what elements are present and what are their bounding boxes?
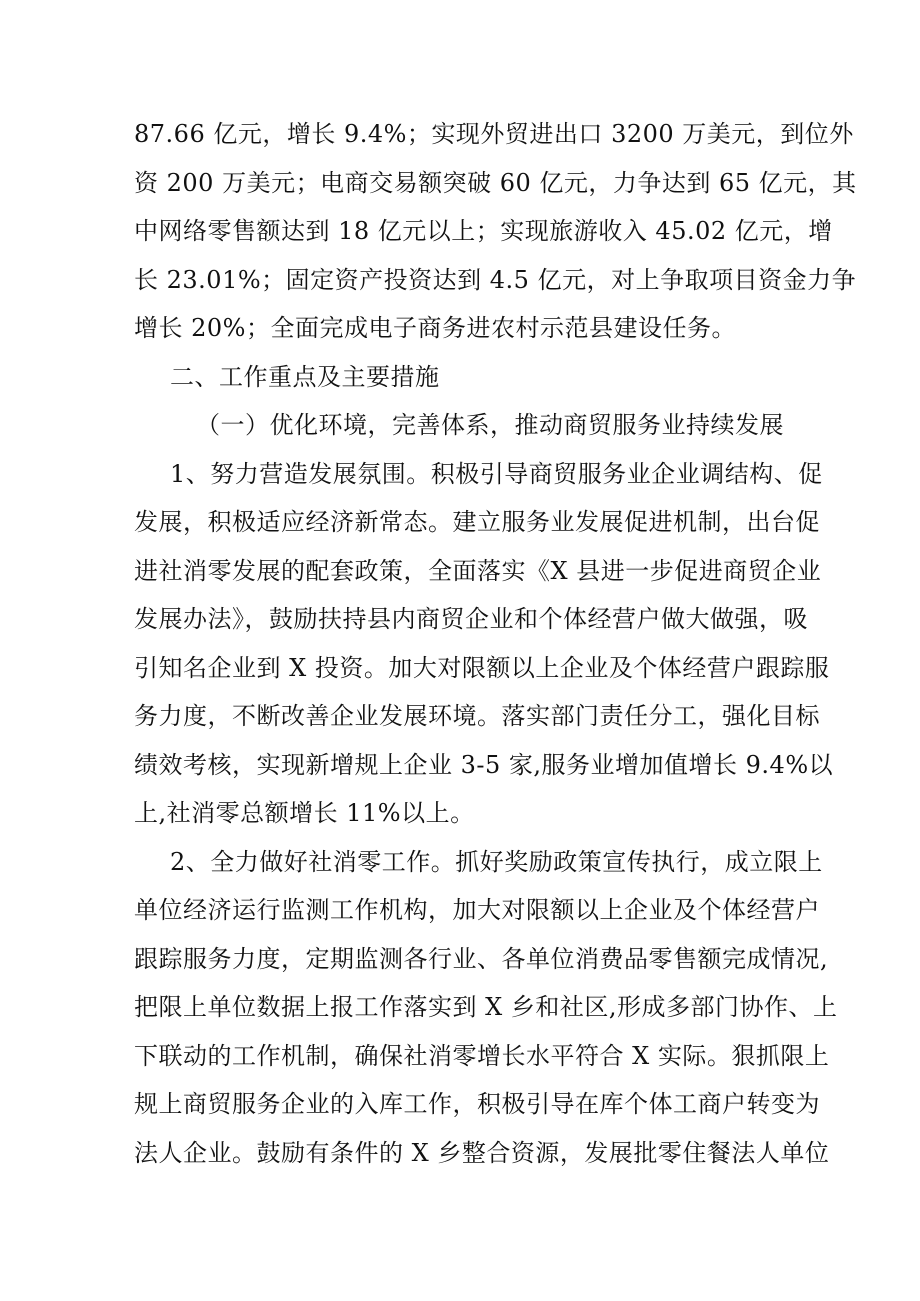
body-text-line: 务力度，不断改善企业发展环境。落实部门责任分工，强化目标 [134, 702, 820, 730]
body-text-line: 绩效考核，实现新增规上企业 3-5 家,服务业增加值增长 9.4%以 [134, 751, 834, 779]
body-text-line: 进社消零发展的配套政策，全面落实《X 县进一步促进商贸企业 [134, 557, 822, 585]
paragraph-first-line: 2、全力做好社消零工作。抓好奖励政策宣传执行，成立限上 [170, 848, 823, 876]
subsection-heading: （一）优化环境，完善体系，推动商贸服务业持续发展 [196, 411, 784, 439]
body-text-line: 法人企业。鼓励有条件的 X 乡整合资源，发展批零住餐法人单位 [134, 1139, 830, 1167]
body-text-line: 下联动的工作机制，确保社消零增长水平符合 X 实际。狠抓限上 [134, 1042, 830, 1070]
body-text-line: 长 23.01%；固定资产投资达到 4.5 亿元，对上争取项目资金力争 [134, 266, 857, 294]
body-text-line: 中网络零售额达到 18 亿元以上；实现旅游收入 45.02 亿元，增 [134, 217, 833, 245]
body-text-line: 单位经济运行监测工作机构，加大对限额以上企业及个体经营户 [134, 896, 820, 924]
body-text-line: 发展，积极适应经济新常态。建立服务业发展促进机制，出台促 [134, 508, 820, 536]
body-text-line: 跟踪服务力度，定期监测各行业、各单位消费品零售额完成情况, [134, 945, 829, 973]
body-text-line: 引知名企业到 X 投资。加大对限额以上企业及个体经营户跟踪服 [134, 654, 830, 682]
paragraph-first-line: 1、努力营造发展氛围。积极引导商贸服务业企业调结构、促 [170, 460, 823, 488]
body-text-line: 87.66 亿元，增长 9.4%；实现外贸进出口 3200 万美元，到位外 [134, 120, 854, 148]
body-text-line: 增长 20%；全面完成电子商务进农村示范县建设任务。 [134, 314, 736, 342]
body-text-line: 上,社消零总额增长 11%以上。 [134, 799, 475, 827]
body-text-line: 资 200 万美元；电商交易额突破 60 亿元，力争达到 65 亿元，其 [134, 169, 857, 197]
body-text-line: 规上商贸服务企业的入库工作，积极引导在库个体工商户转变为 [134, 1090, 820, 1118]
section-heading: 二、工作重点及主要措施 [170, 363, 440, 391]
body-text-line: 发展办法》，鼓励扶持县内商贸企业和个体经营户做大做强，吸 [134, 605, 808, 633]
body-text-line: 把限上单位数据上报工作落实到 X 乡和社区,形成多部门协作、上 [134, 993, 838, 1021]
